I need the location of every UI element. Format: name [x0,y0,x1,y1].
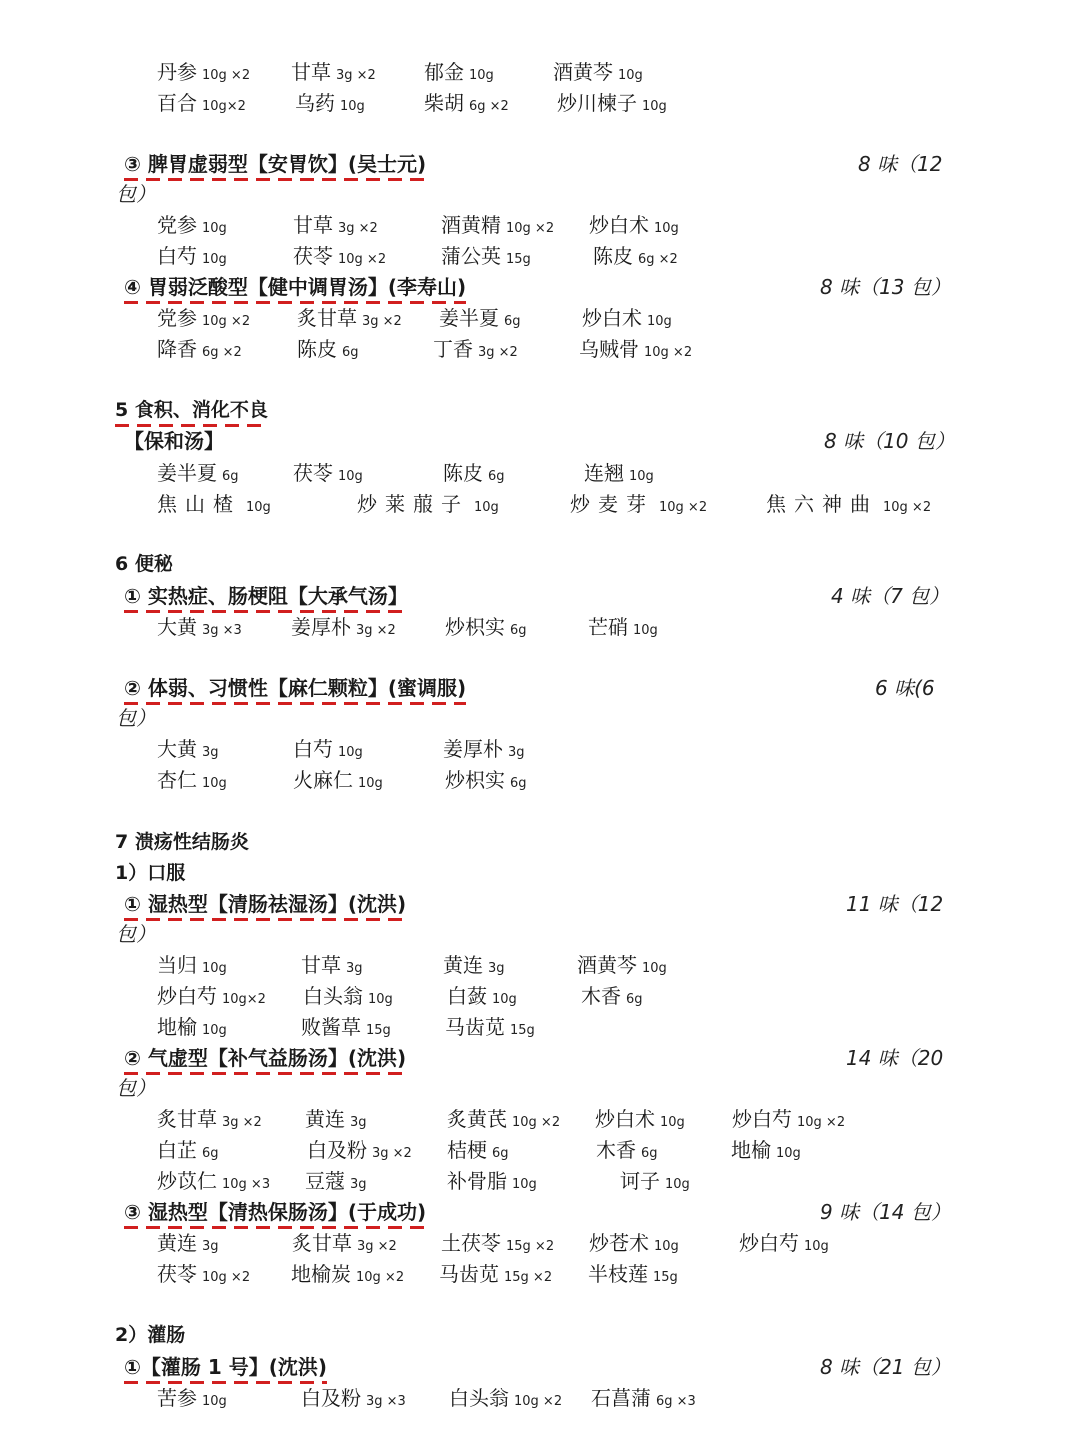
herb-item [157,492,271,520]
herb-dose: 10g [633,623,658,638]
herb-item [433,337,518,365]
herb-name: 白及粉 [307,1138,367,1162]
section-heading: 5 食积、消化不良 [115,397,268,427]
formula-title: ① 实热症、肠梗阻【大承气汤】 [124,583,408,613]
herb-dose: 10g [660,1115,685,1130]
herb-dose: 6g [488,469,505,484]
herb-name: 半枝莲 [588,1262,648,1286]
herb-name: 炒白芍 [157,984,217,1008]
herb-dose: 15g [510,1023,535,1038]
herb-name: 丁香 [433,337,473,361]
herb-name: 乌贼骨 [579,337,639,361]
portion-count-wrap: 包） [116,182,156,206]
herb-dose: 3g ×2 [356,623,396,638]
herb-item [292,1231,397,1259]
herb-dose: 10g [368,992,393,1007]
herb-item [301,953,363,981]
portion-count: 6 味(6 [875,676,935,700]
portion-count: 8 味（13 包） [820,275,951,299]
herb-item [739,1231,829,1259]
herb-dose: 6g [492,1146,509,1161]
herb-name: 姜厚朴 [291,615,351,639]
herb-dose: 3g [508,745,525,760]
herb-name: 土茯苓 [441,1231,501,1255]
herb-dose: 10g [202,1394,227,1409]
herb-item [443,953,505,981]
herb-name: 地榆炭 [291,1262,351,1286]
herb-name: 茯苓 [293,461,333,485]
herb-item [291,1262,404,1290]
herb-dose: 10g [338,469,363,484]
herb-item [293,737,363,765]
section-heading: 6 便秘 [115,553,173,575]
herb-dose: 10g [642,99,667,114]
herb-item [553,60,643,88]
herb-dose: 15g [366,1023,391,1038]
herb-name: 降香 [157,337,197,361]
herb-name: 甘草 [301,953,341,977]
herb-dose: 3g ×2 [336,68,376,83]
herb-name: 黄连 [157,1231,197,1255]
herb-item [157,1015,227,1043]
herb-name: 柴胡 [424,91,464,115]
herb-name: 丹参 [157,60,197,84]
herb-dose: 10g×2 [202,99,246,114]
herb-item [157,60,250,88]
herb-dose: 10g ×2 [659,500,708,515]
herb-item [293,213,378,241]
herb-dose: 10g [512,1177,537,1192]
herb-dose: 10g [629,469,654,484]
herb-name: 甘草 [293,213,333,237]
herb-item [157,737,219,765]
herb-item [157,1138,219,1166]
herb-dose: 6g ×2 [638,252,678,267]
herb-name: 桔梗 [447,1138,487,1162]
herb-name: 蒲公英 [441,244,501,268]
herb-item [293,244,386,272]
herb-item [303,984,393,1012]
herb-name: 炒麦芽 [570,492,654,516]
herb-name: 当归 [157,953,197,977]
herb-item [441,244,531,272]
herb-name: 黄连 [305,1107,345,1131]
herb-item [447,1169,537,1197]
herb-dose: 10g [246,500,271,515]
herb-item [732,1107,845,1135]
herb-name: 马齿苋 [445,1015,505,1039]
herb-name: 焦六神曲 [766,492,878,516]
herb-name: 党参 [157,213,197,237]
herb-dose: 3g [488,961,505,976]
herb-dose: 10g [654,1239,679,1254]
herb-name: 酒黄芩 [577,953,637,977]
herb-dose: 6g [626,992,643,1007]
herb-item [447,1107,560,1135]
herb-item [443,737,525,765]
herb-dose: 10g ×2 [883,500,932,515]
herb-dose: 10g ×2 [356,1270,405,1285]
herb-name: 炒白术 [595,1107,655,1131]
herb-dose: 3g ×2 [478,345,518,360]
herb-item [157,984,266,1012]
formula-title: 【保和汤】 [124,429,224,453]
herb-name: 苦参 [157,1386,197,1410]
herb-name: 百合 [157,91,197,115]
herb-item [447,984,517,1012]
herb-name: 黄连 [443,953,483,977]
herb-item [157,91,246,119]
herb-dose: 10g [202,221,227,236]
herb-item [584,461,654,489]
herb-name: 炒白芍 [739,1231,799,1255]
herb-name: 地榆 [157,1015,197,1039]
herb-dose: 10g ×2 [202,68,251,83]
formula-title: ④ 胃弱泛酸型【健中调胃汤】(李寿山) [124,274,466,304]
herb-name: 炒苡仁 [157,1169,217,1193]
herb-dose: 3g [350,1115,367,1130]
herb-item [291,615,396,643]
herb-dose: 15g [506,252,531,267]
herb-dose: 6g [641,1146,658,1161]
herb-name: 姜半夏 [157,461,217,485]
herb-dose: 10g [647,314,672,329]
herb-name: 火麻仁 [293,768,353,792]
herb-item [445,768,527,796]
herb-name: 酒黄精 [441,213,501,237]
herb-item [293,461,363,489]
herb-item [731,1138,801,1166]
herb-dose: 6g [202,1146,219,1161]
herb-dose: 6g [504,314,521,329]
herb-dose: 6g ×2 [469,99,509,114]
herb-dose: 10g [469,68,494,83]
herb-item [439,1262,552,1290]
herb-dose: 10g [202,1023,227,1038]
herb-name: 大黄 [157,615,197,639]
herb-name: 木香 [596,1138,636,1162]
herb-dose: 10g ×2 [338,252,387,267]
herb-dose: 3g ×2 [338,221,378,236]
herb-dose: 10g [665,1177,690,1192]
herb-name: 甘草 [291,60,331,84]
portion-count-wrap: 包） [116,1076,156,1100]
herb-item [441,213,554,241]
herb-dose: 10g [804,1239,829,1254]
portion-count: 8 味（21 包） [820,1355,951,1379]
herb-dose: 15g [653,1270,678,1285]
section-heading: 2）灌肠 [115,1324,186,1346]
herb-name: 炒白术 [589,213,649,237]
herb-dose: 10g ×2 [506,221,555,236]
herb-dose: 10g [618,68,643,83]
herb-name: 郁金 [424,60,464,84]
herb-name: 炙甘草 [292,1231,352,1255]
herb-dose: 6g [510,623,527,638]
herb-dose: 15g ×2 [506,1239,555,1254]
herb-name: 炙黄芪 [447,1107,507,1131]
herb-item [439,306,521,334]
herb-dose: 6g [222,469,239,484]
herb-item [441,1231,554,1259]
herb-dose: 10g [654,221,679,236]
herb-item [157,615,242,643]
herb-dose: 6g ×3 [656,1394,696,1409]
herb-item [157,1107,262,1135]
herb-item [157,1262,250,1290]
herb-item [157,461,239,489]
herb-dose: 10g ×2 [797,1115,846,1130]
herb-name: 芒硝 [588,615,628,639]
formula-title: ② 体弱、习惯性【麻仁颗粒】(蜜调服) [124,675,466,705]
herb-item [591,1386,696,1414]
herb-item [291,60,376,88]
section-heading: 1）口服 [115,862,186,884]
herb-name: 马齿苋 [439,1262,499,1286]
formula-title: ② 气虚型【补气益肠汤】(沈洪) [124,1045,406,1075]
herb-item [293,768,383,796]
herb-item [305,1169,367,1197]
herb-dose: 15g ×2 [504,1270,553,1285]
herb-dose: 3g [346,961,363,976]
herb-dose: 10g [338,745,363,760]
herb-name: 白及粉 [301,1386,361,1410]
herb-name: 补骨脂 [447,1169,507,1193]
herb-item [582,306,672,334]
herb-item [297,337,359,365]
herb-dose: 10g [202,961,227,976]
herb-item [557,91,667,119]
herb-item [595,1107,685,1135]
herb-name: 炒白术 [582,306,642,330]
herb-item [424,60,494,88]
herb-item [305,1107,367,1135]
portion-count-wrap: 包） [116,706,156,730]
herb-dose: 3g [202,1239,219,1254]
herb-dose: 3g [350,1177,367,1192]
herb-name: 姜厚朴 [443,737,503,761]
herb-dose: 10g [642,961,667,976]
herb-item [157,244,227,272]
herb-name: 乌药 [295,91,335,115]
herb-name: 炒川楝子 [557,91,637,115]
herb-item [307,1138,412,1166]
herb-item [577,953,667,981]
herb-name: 茯苓 [157,1262,197,1286]
herb-name: 地榆 [731,1138,771,1162]
herb-name: 炒枳实 [445,768,505,792]
herb-name: 党参 [157,306,197,330]
herb-dose: 3g ×3 [202,623,242,638]
herb-name: 白头翁 [303,984,363,1008]
herb-dose: 10g [202,776,227,791]
herb-item [424,91,509,119]
herb-name: 炒枳实 [445,615,505,639]
formula-title: ① 湿热型【清肠祛湿汤】(沈洪) [124,891,406,921]
herb-name: 白芍 [157,244,197,268]
herb-name: 木香 [581,984,621,1008]
herb-dose: 3g ×2 [372,1146,412,1161]
herb-dose: 3g ×2 [357,1239,397,1254]
herb-item [157,213,227,241]
herb-item [588,615,658,643]
portion-count-wrap: 包） [116,922,156,946]
herb-dose: 3g ×2 [362,314,402,329]
herb-name: 炙甘草 [297,306,357,330]
herb-name: 连翘 [584,461,624,485]
herb-name: 炙甘草 [157,1107,217,1131]
herb-name: 石菖蒲 [591,1386,651,1410]
herb-dose: 10g ×2 [514,1394,563,1409]
herb-name: 炒莱菔子 [357,492,469,516]
herb-item [445,615,527,643]
herb-name: 茯苓 [293,244,333,268]
herb-name: 白芷 [157,1138,197,1162]
herb-item [588,1262,678,1290]
herb-item [157,1386,227,1414]
herb-name: 陈皮 [593,244,633,268]
portion-count: 14 味（20 [846,1046,944,1070]
herb-dose: 10g [474,500,499,515]
herb-dose: 10g ×2 [202,1270,251,1285]
herb-dose: 10g ×2 [644,345,693,360]
portion-count: 4 味（7 包） [831,584,950,608]
herb-item [589,1231,679,1259]
herb-dose: 10g [202,252,227,267]
herb-item [766,492,931,520]
herb-name: 诃子 [620,1169,660,1193]
herb-item [579,337,692,365]
herb-dose: 6g ×2 [202,345,242,360]
herb-item [157,768,227,796]
herb-dose: 10g [340,99,365,114]
herb-item [295,91,365,119]
portion-count: 9 味（14 包） [820,1200,951,1224]
herb-name: 豆蔻 [305,1169,345,1193]
section-heading: 7 溃疡性结肠炎 [115,831,249,853]
herb-name: 炒白芍 [732,1107,792,1131]
herb-dose: 10g×2 [222,992,266,1007]
herb-item [297,306,402,334]
formula-title: ①【灌肠 1 号】(沈洪) [124,1354,327,1384]
herb-name: 陈皮 [297,337,337,361]
herb-item [157,953,227,981]
herb-item [593,244,678,272]
herb-item [357,492,499,520]
herb-item [301,1386,406,1414]
portion-count: 8 味（12 [858,152,943,176]
herb-item [157,1231,219,1259]
herb-item [157,337,242,365]
herb-dose: 3g ×2 [222,1115,262,1130]
herb-dose: 10g [358,776,383,791]
herb-item [301,1015,391,1043]
herb-item [589,213,679,241]
herb-item [157,1169,270,1197]
herb-name: 姜半夏 [439,306,499,330]
herb-item [443,461,505,489]
herb-dose: 10g [776,1146,801,1161]
herb-dose: 10g [492,992,517,1007]
herb-item [157,306,250,334]
herb-item [581,984,643,1012]
portion-count: 11 味（12 [846,892,944,916]
herb-item [620,1169,690,1197]
herb-dose: 10g ×3 [222,1177,271,1192]
herb-name: 焦山楂 [157,492,241,516]
formula-title: ③ 湿热型【清热保肠汤】(于成功) [124,1199,426,1229]
formula-title: ③ 脾胃虚弱型【安胃饮】(吴士元) [124,151,426,181]
herb-name: 白蔹 [447,984,487,1008]
herb-dose: 6g [342,345,359,360]
herb-dose: 6g [510,776,527,791]
herb-item [596,1138,658,1166]
herb-name: 陈皮 [443,461,483,485]
herb-name: 白头翁 [449,1386,509,1410]
portion-count: 8 味（10 包） [824,429,955,453]
herb-dose: 3g [202,745,219,760]
herb-item [445,1015,535,1043]
herb-name: 白芍 [293,737,333,761]
herb-item [449,1386,562,1414]
herb-name: 炒苍术 [589,1231,649,1255]
herb-item [447,1138,509,1166]
herb-name: 杏仁 [157,768,197,792]
herb-dose: 3g ×3 [366,1394,406,1409]
herb-name: 大黄 [157,737,197,761]
herb-item [570,492,707,520]
herb-name: 酒黄芩 [553,60,613,84]
herb-dose: 10g ×2 [512,1115,561,1130]
herb-dose: 10g ×2 [202,314,251,329]
herb-name: 败酱草 [301,1015,361,1039]
